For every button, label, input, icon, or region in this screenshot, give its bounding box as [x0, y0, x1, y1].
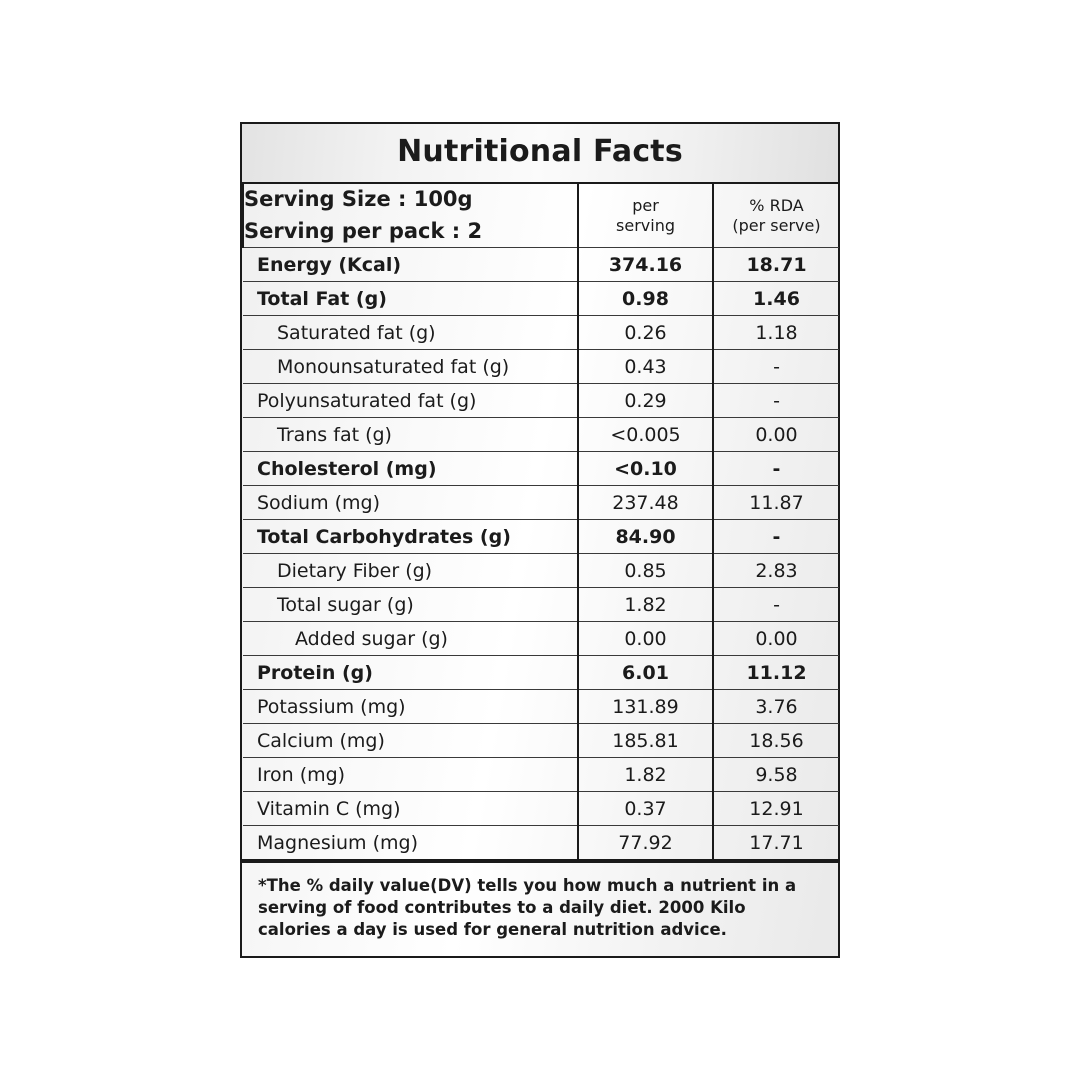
nutrient-name: Total Fat (g) — [243, 282, 578, 316]
nutrient-rda: - — [713, 350, 839, 384]
table-row — [243, 350, 839, 384]
table-row — [243, 724, 839, 758]
nutrient-name: Saturated fat (g) — [243, 316, 578, 350]
table-row — [243, 792, 839, 826]
nutrient-name: Potassium (mg) — [243, 690, 578, 724]
nutrient-name: Cholesterol (mg) — [243, 452, 578, 486]
nutrient-rda: 12.91 — [713, 792, 839, 826]
table-row — [243, 826, 839, 860]
serving-info-cell — [243, 184, 578, 248]
table-row — [243, 588, 839, 622]
column-header-per-serving-line1: per — [632, 195, 659, 215]
nutrient-value: 237.48 — [578, 486, 713, 520]
nutrient-name: Energy (Kcal) — [243, 248, 578, 282]
table-row — [243, 248, 839, 282]
nutrient-rda: 2.83 — [713, 554, 839, 588]
nutrient-value: 1.82 — [578, 588, 713, 622]
table-row — [243, 554, 839, 588]
column-header-rda-line1: % RDA — [749, 195, 804, 215]
nutrient-name: Magnesium (mg) — [257, 831, 418, 854]
nutrient-rda: 3.76 — [713, 690, 839, 724]
nutrient-rda: 9.58 — [713, 758, 839, 792]
serving-header-row — [243, 184, 839, 248]
nutrient-value: 185.81 — [578, 724, 713, 758]
nutrient-name: Monounsaturated fat (g) — [243, 350, 578, 384]
nutrient-name: Total sugar (g) — [243, 588, 578, 622]
nutrition-table-body — [243, 184, 839, 859]
nutrient-name: Sodium (mg) — [243, 486, 578, 520]
nutrient-value: 84.90 — [578, 520, 713, 554]
nutrient-rda: 1.18 — [713, 316, 839, 350]
table-row — [243, 758, 839, 792]
nutrient-rda: 11.87 — [713, 486, 839, 520]
nutrient-value: 0.43 — [578, 350, 713, 384]
nutrient-value: 131.89 — [578, 690, 713, 724]
nutrient-value: 374.16 — [578, 248, 713, 282]
nutrient-value: 0.98 — [578, 282, 713, 316]
table-row — [243, 486, 839, 520]
nutrient-value: 1.82 — [578, 758, 713, 792]
column-header-per-serving — [578, 184, 713, 248]
nutrient-rda: 1.46 — [713, 282, 839, 316]
daily-value-footnote: *The % daily value(DV) tells you how much a nutrient in a serving of food contributes to a daily diet. 2000 Kilo calories a day is used for general nutrition advice. — [258, 876, 797, 939]
nutrient-rda: 18.71 — [713, 248, 839, 282]
column-header-rda — [713, 184, 839, 248]
table-row — [243, 452, 839, 486]
column-header-per-serving-line2: serving — [616, 215, 675, 235]
table-row — [243, 690, 839, 724]
column-header-rda-line2: (per serve) — [732, 215, 821, 235]
nutrient-rda: - — [713, 520, 839, 554]
nutrient-rda: 18.56 — [713, 724, 839, 758]
table-row — [243, 418, 839, 452]
serving-size-text: Serving Size : 100g — [244, 187, 473, 211]
nutrient-value: 0.85 — [578, 554, 713, 588]
nutrient-rda: 11.12 — [713, 656, 839, 690]
nutrient-rda: 0.00 — [713, 622, 839, 656]
nutrient-value: 77.92 — [578, 826, 713, 860]
serving-per-pack-text: Serving per pack : 2 — [244, 218, 483, 243]
nutrition-facts-panel — [240, 122, 840, 958]
table-row — [243, 520, 839, 554]
nutrient-name: Vitamin C (mg) — [243, 792, 578, 826]
nutrient-name: Trans fat (g) — [243, 418, 578, 452]
nutrient-value: 0.29 — [578, 384, 713, 418]
nutrient-name: Calcium (mg) — [243, 724, 578, 758]
nutrient-name: Polyunsaturated fat (g) — [243, 384, 578, 418]
nutrient-rda: - — [713, 588, 839, 622]
table-row — [243, 656, 839, 690]
nutrient-value: <0.005 — [578, 418, 713, 452]
nutrition-table — [242, 184, 839, 859]
nutrient-name: Total Carbohydrates (g) — [243, 520, 578, 554]
nutrient-value: 0.00 — [578, 622, 713, 656]
nutrient-rda: 17.71 — [713, 826, 839, 860]
table-row — [243, 316, 839, 350]
nutrient-value: 0.26 — [578, 316, 713, 350]
nutrient-name: Added sugar (g) — [243, 622, 578, 656]
table-row — [243, 384, 839, 418]
nutrient-name: Iron (mg) — [243, 758, 578, 792]
table-row — [243, 622, 839, 656]
nutrient-rda: - — [713, 452, 839, 486]
nutrient-value: 0.37 — [578, 792, 713, 826]
nutrient-rda: - — [713, 384, 839, 418]
nutrient-name: Protein (g) — [243, 656, 578, 690]
table-row — [243, 282, 839, 316]
panel-title-bar — [242, 124, 838, 184]
nutrient-name: Dietary Fiber (g) — [243, 554, 578, 588]
nutrient-rda: 0.00 — [713, 418, 839, 452]
nutrient-value: 6.01 — [578, 656, 713, 690]
page-title: Nutritional Facts — [397, 134, 683, 169]
nutrient-value: <0.10 — [578, 452, 713, 486]
